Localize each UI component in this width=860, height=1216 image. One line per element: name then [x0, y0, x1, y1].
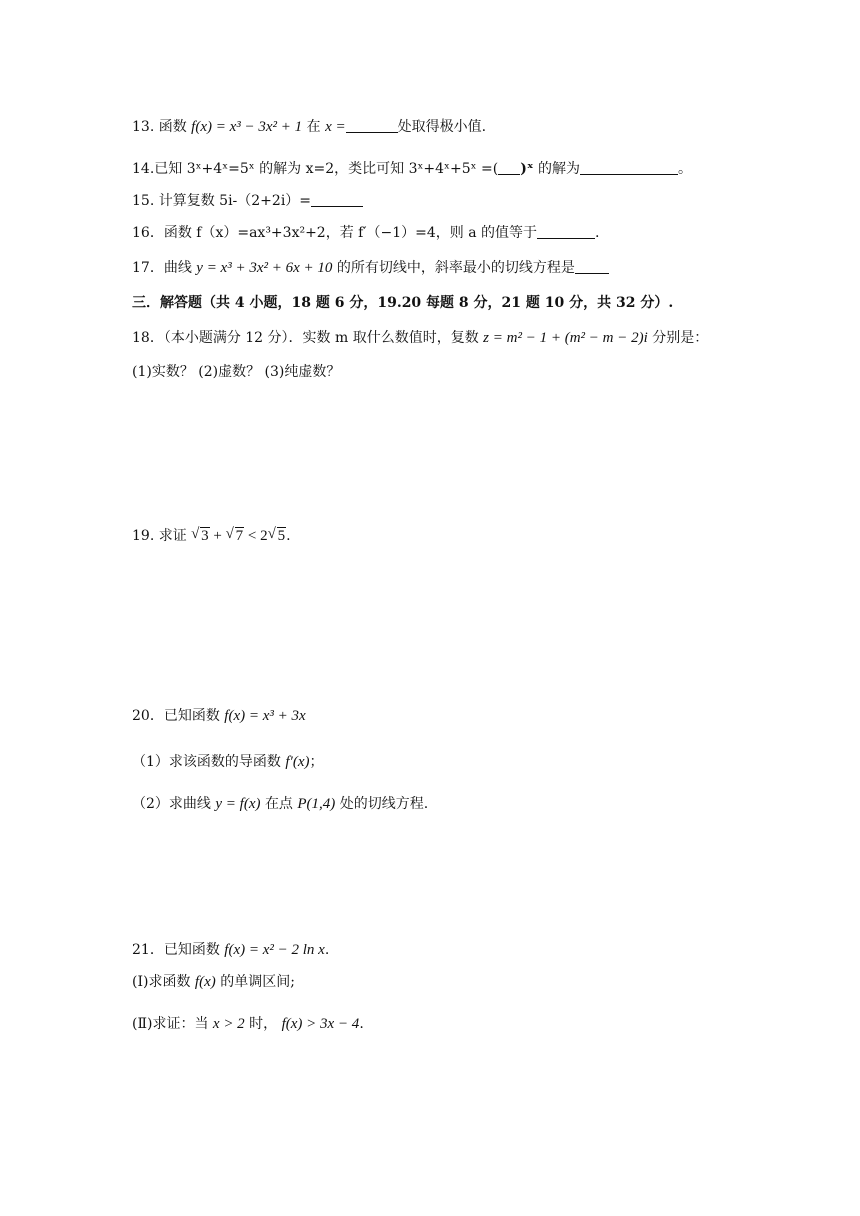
- q21-part2-end: .: [359, 1016, 364, 1032]
- q21-part1-pre: (Ⅰ)求函数: [132, 974, 191, 990]
- q18-expr: z = m² − 1 + (m² − m − 2)i: [483, 330, 648, 346]
- q19-sqrt-3: √ 3: [191, 526, 209, 544]
- q13-answer-blank[interactable]: [346, 118, 398, 133]
- q14-paren: )ˣ: [520, 161, 534, 177]
- q20-part1-expr: f′(x): [285, 754, 310, 770]
- question-14: [132, 159, 692, 179]
- q20-part2-expr: y = f(x): [215, 796, 261, 812]
- q21-part2-expr: f(x) > 3x − 4: [281, 1016, 360, 1032]
- q20-part1-end: ；: [309, 754, 324, 770]
- q21-func: f(x) = x² − 2 ln x: [224, 942, 325, 958]
- question-21: [132, 940, 329, 960]
- q17-answer-blank[interactable]: [575, 259, 609, 274]
- q16-answer-blank[interactable]: [537, 224, 595, 239]
- q14-pre: 14.已知 3ˣ+4ˣ=5ˣ 的解为 x=2，类比可知 3ˣ+4ˣ+5ˣ =(: [132, 161, 499, 177]
- q19-pre: 19. 求证: [132, 528, 187, 544]
- q13-tail: 处取得极小值.: [397, 119, 487, 135]
- question-13: [132, 117, 486, 137]
- q18-post: 分别是：: [652, 330, 709, 346]
- question-18: [132, 328, 708, 348]
- q14-paren-blank[interactable]: [498, 160, 520, 175]
- q13-mid: 在: [306, 119, 321, 135]
- q18-parts: (1)实数？ (2)虚数？ (3)纯虚数？: [132, 364, 341, 380]
- question-15: [132, 191, 363, 211]
- q20-part2-mid: 在点: [264, 796, 293, 812]
- q17-expr: y = x³ + 3x² + 6x + 10: [196, 260, 333, 276]
- q19-sqrt-5: √ 5: [267, 526, 286, 544]
- q20-part-1: [132, 752, 323, 772]
- section-3-heading: 三．解答题（共 4 小题，18 题 6 分，19.20 每题 8 分，21 题 10 分，共 32 分）.: [132, 295, 674, 311]
- q13-var: x =: [325, 119, 346, 135]
- q14-end: 。: [677, 161, 692, 177]
- q19-plus: +: [209, 528, 226, 544]
- q19-end: .: [286, 528, 291, 544]
- q21-pre: 21．已知函数: [132, 942, 220, 958]
- q20-part2-point: P(1,4): [297, 796, 336, 812]
- q13-function: f(x) = x³ − 3x² + 1: [191, 119, 303, 135]
- q19-sqrt-7: √ 7: [225, 526, 244, 544]
- q20-part2-pre: （2）求曲线: [132, 796, 211, 812]
- q14-mid: 的解为: [537, 161, 580, 177]
- q20-part2-post: 处的切线方程.: [339, 796, 429, 812]
- q15-text: 15. 计算复数 5i-（2+2i）=: [132, 193, 312, 209]
- q20-part-2: [132, 794, 428, 814]
- q21-part2-mid: 时，: [249, 1016, 278, 1032]
- q21-end: .: [324, 942, 330, 958]
- q20-pre: 20．已知函数: [132, 708, 220, 724]
- q21-part-1: [132, 972, 295, 992]
- q15-answer-blank[interactable]: [311, 192, 363, 207]
- question-20: [132, 706, 306, 726]
- question-16: [132, 223, 600, 243]
- q16-pre: 16．函数 f（x）=ax³+3x²+2，若 f′（−1）=4，则 a 的值等于: [132, 225, 538, 241]
- q17-pre: 17．曲线: [132, 260, 192, 276]
- q20-func: f(x) = x³ + 3x: [224, 708, 306, 724]
- q20-part1-pre: （1）求该函数的导函数: [132, 754, 281, 770]
- q21-part-2: [132, 1014, 364, 1034]
- q14-answer-blank[interactable]: [580, 160, 678, 175]
- question-17: [132, 258, 609, 278]
- q13-number: 13. 函数: [132, 119, 187, 135]
- q21-part1-post: 的单调区间;: [220, 974, 295, 990]
- q17-post: 的所有切线中，斜率最小的切线方程是: [336, 260, 575, 276]
- q21-part2-pre: (Ⅱ)求证：当: [132, 1016, 209, 1032]
- q16-end: .: [595, 225, 600, 241]
- q19-less-than: < 2: [244, 528, 268, 544]
- q18-pre: 18．（本小题满分 12 分）．实数 m 取什么数值时，复数: [132, 330, 479, 346]
- q21-part2-cond: x > 2: [212, 1016, 245, 1032]
- question-19: [132, 526, 291, 546]
- q21-part1-expr: f(x): [194, 974, 216, 990]
